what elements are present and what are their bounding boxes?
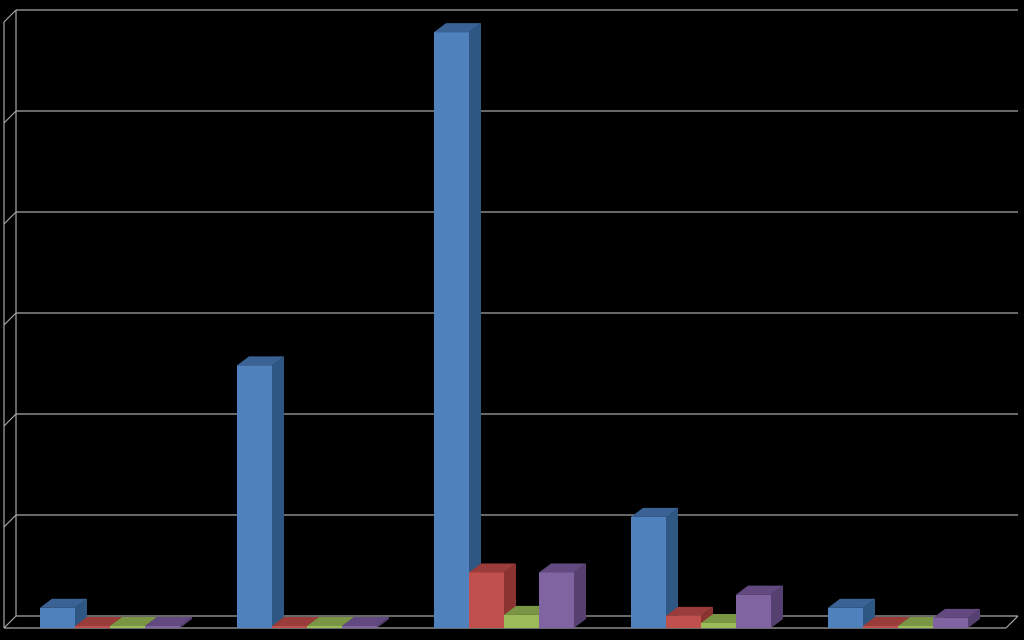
gridline-depth [4, 515, 16, 527]
bar-front [863, 626, 898, 628]
bar-side [574, 563, 586, 628]
bar [933, 609, 980, 628]
bar-front [40, 608, 75, 628]
gridline-depth [4, 616, 16, 628]
bar-front [110, 626, 145, 628]
bar [631, 508, 678, 628]
bar-front [631, 517, 666, 628]
bar [237, 356, 284, 628]
bar-front [828, 608, 863, 628]
bars [40, 23, 980, 628]
bar-front [736, 595, 771, 628]
gridline-depth [4, 111, 16, 123]
gridlines [4, 10, 1018, 628]
gridline-depth [4, 212, 16, 224]
bar-front [933, 618, 968, 628]
bar-side [469, 23, 481, 628]
bar-front [145, 626, 180, 628]
bar-front [307, 626, 342, 628]
bar-front [504, 615, 539, 628]
bar [539, 563, 586, 628]
bar-front [701, 623, 736, 628]
bar [434, 23, 481, 628]
gridline-depth [4, 313, 16, 325]
bar-front [898, 626, 933, 628]
bar-side [272, 356, 284, 628]
bar-front [237, 365, 272, 628]
gridline-depth [4, 414, 16, 426]
bar-front [666, 616, 701, 628]
bar-front [539, 572, 574, 628]
bar-front [272, 626, 307, 628]
bar-front [75, 626, 110, 628]
bar-front [342, 626, 377, 628]
floor-right-edge [1006, 616, 1018, 628]
bar [736, 586, 783, 628]
bar-front [434, 32, 469, 628]
gridline-depth [4, 10, 16, 22]
bar-front [469, 572, 504, 628]
